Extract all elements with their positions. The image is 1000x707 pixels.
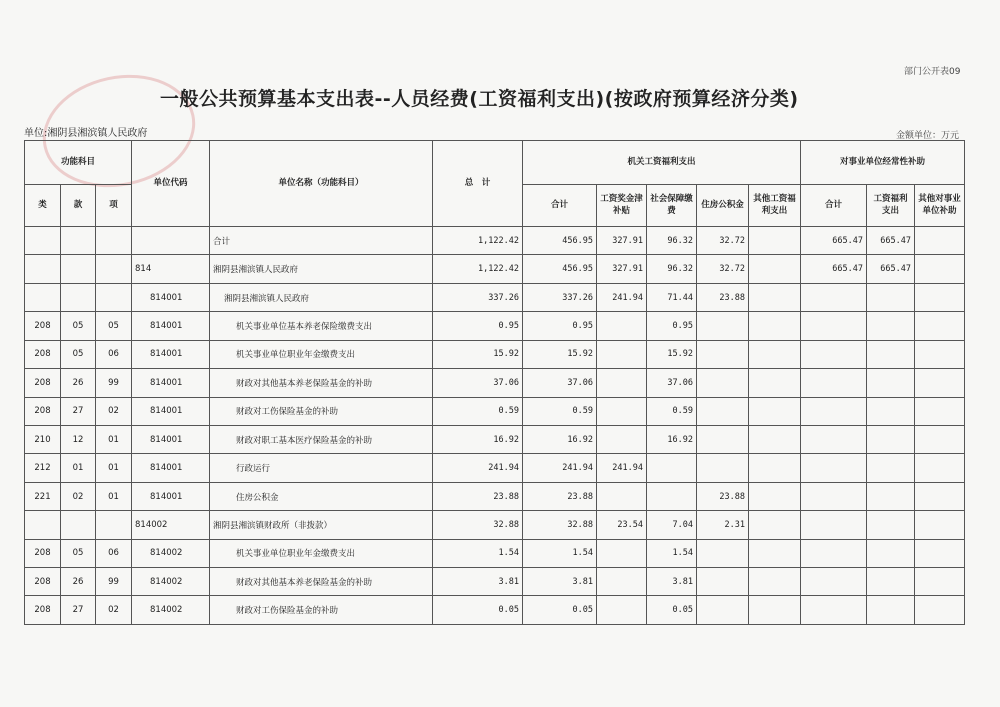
cell-kuan: 01 xyxy=(61,454,96,482)
cell-g1-housing xyxy=(697,397,749,425)
cell-g2-wage: 665.47 xyxy=(867,255,915,283)
cell-g1-other xyxy=(749,312,801,340)
amount-unit-label: 金额单位：万元 xyxy=(896,131,960,141)
cell-g1-wage: 23.54 xyxy=(597,511,647,539)
cell-g1-housing xyxy=(697,312,749,340)
table-row xyxy=(25,312,965,340)
cell-g1-other xyxy=(749,596,801,625)
cell-g1-other xyxy=(749,255,801,283)
cell-unit-code: 814002 xyxy=(132,596,210,625)
cell-xiang: 99 xyxy=(96,369,132,397)
cell-g2-other xyxy=(915,227,965,255)
cell-kuan xyxy=(61,283,96,311)
cell-total: 337.26 xyxy=(433,283,523,311)
cell-g2-other xyxy=(915,397,965,425)
cell-g1-social: 0.95 xyxy=(647,312,697,340)
form-number: 部门公开表09 xyxy=(904,67,961,77)
cell-g1-other xyxy=(749,454,801,482)
cell-g2-total xyxy=(801,397,867,425)
cell-g1-wage xyxy=(597,340,647,368)
cell-kuan: 02 xyxy=(61,482,96,510)
cell-unit-code: 814001 xyxy=(132,482,210,510)
cell-g2-other xyxy=(915,369,965,397)
cell-lei: 208 xyxy=(25,312,61,340)
cell-g1-housing xyxy=(697,369,749,397)
cell-g1-social: 37.06 xyxy=(647,369,697,397)
cell-unit-code: 814002 xyxy=(132,511,210,539)
cell-g2-wage xyxy=(867,482,915,510)
cell-kuan: 05 xyxy=(61,340,96,368)
cell-g1-social: 0.05 xyxy=(647,596,697,625)
cell-g1-wage xyxy=(597,312,647,340)
cell-g1-housing xyxy=(697,539,749,567)
cell-g2-other xyxy=(915,568,965,596)
cell-g2-wage xyxy=(867,425,915,453)
cell-total: 0.59 xyxy=(433,397,523,425)
header-lei: 类 xyxy=(25,185,61,227)
cell-lei: 208 xyxy=(25,568,61,596)
cell-g1-other xyxy=(749,227,801,255)
cell-total: 37.06 xyxy=(433,369,523,397)
cell-lei xyxy=(25,255,61,283)
cell-unit-name: 财政对工伤保险基金的补助 xyxy=(210,596,433,625)
cell-g2-wage xyxy=(867,283,915,311)
cell-lei xyxy=(25,511,61,539)
cell-unit-code: 814001 xyxy=(132,454,210,482)
header-g1-total: 合计 xyxy=(523,185,597,227)
cell-xiang: 99 xyxy=(96,568,132,596)
cell-total: 16.92 xyxy=(433,425,523,453)
table-row xyxy=(25,511,965,539)
cell-g1-wage xyxy=(597,482,647,510)
cell-g1-social: 96.32 xyxy=(647,227,697,255)
page-title: 一般公共预算基本支出表--人员经费(工资福利支出)(按政府预算经济分类) xyxy=(160,88,799,110)
table-row xyxy=(25,482,965,510)
cell-g1-housing: 23.88 xyxy=(697,482,749,510)
cell-xiang xyxy=(96,511,132,539)
cell-g2-other xyxy=(915,283,965,311)
cell-unit-code: 814002 xyxy=(132,539,210,567)
cell-unit-name: 湘阴县湘滨镇财政所（非拨款） xyxy=(210,511,433,539)
cell-unit-name: 湘阴县湘滨镇人民政府 xyxy=(210,283,433,311)
cell-g2-total xyxy=(801,511,867,539)
cell-g1-other xyxy=(749,369,801,397)
cell-g1-total: 0.05 xyxy=(523,596,597,625)
cell-total: 1,122.42 xyxy=(433,255,523,283)
cell-g2-other xyxy=(915,482,965,510)
cell-xiang xyxy=(96,283,132,311)
cell-g1-social: 0.59 xyxy=(647,397,697,425)
cell-unit-name: 合计 xyxy=(210,227,433,255)
cell-g1-housing: 2.31 xyxy=(697,511,749,539)
cell-total: 3.81 xyxy=(433,568,523,596)
cell-g1-social xyxy=(647,482,697,510)
cell-g2-other xyxy=(915,511,965,539)
header-g2-total: 合计 xyxy=(801,185,867,227)
cell-g1-wage xyxy=(597,369,647,397)
cell-unit-code: 814 xyxy=(132,255,210,283)
cell-g2-wage xyxy=(867,369,915,397)
cell-g1-social: 96.32 xyxy=(647,255,697,283)
cell-g1-wage xyxy=(597,539,647,567)
cell-kuan: 26 xyxy=(61,568,96,596)
cell-g2-wage xyxy=(867,340,915,368)
table-row xyxy=(25,340,965,368)
cell-unit-name: 湘阴县湘滨镇人民政府 xyxy=(210,255,433,283)
cell-unit-name: 财政对工伤保险基金的补助 xyxy=(210,397,433,425)
cell-g2-other xyxy=(915,539,965,567)
cell-g2-total: 665.47 xyxy=(801,227,867,255)
table-row xyxy=(25,568,965,596)
cell-lei: 212 xyxy=(25,454,61,482)
cell-total: 1,122.42 xyxy=(433,227,523,255)
cell-g2-other xyxy=(915,255,965,283)
cell-g1-housing xyxy=(697,596,749,625)
table-row xyxy=(25,539,965,567)
cell-unit-name: 机关事业单位基本养老保险缴费支出 xyxy=(210,312,433,340)
cell-unit-code: 814001 xyxy=(132,425,210,453)
cell-g1-social: 3.81 xyxy=(647,568,697,596)
cell-g1-wage xyxy=(597,397,647,425)
header-kuan: 款 xyxy=(61,185,96,227)
cell-g2-other xyxy=(915,596,965,625)
cell-unit-name: 行政运行 xyxy=(210,454,433,482)
cell-lei xyxy=(25,227,61,255)
cell-kuan: 05 xyxy=(61,312,96,340)
cell-g1-total: 1.54 xyxy=(523,539,597,567)
table-row xyxy=(25,255,965,283)
cell-g1-social: 71.44 xyxy=(647,283,697,311)
cell-unit-name: 财政对其他基本养老保险基金的补助 xyxy=(210,568,433,596)
header-xiang: 项 xyxy=(96,185,132,227)
cell-g2-other xyxy=(915,454,965,482)
cell-g1-other xyxy=(749,511,801,539)
cell-unit-name: 机关事业单位职业年金缴费支出 xyxy=(210,340,433,368)
cell-unit-name: 住房公积金 xyxy=(210,482,433,510)
cell-kuan: 05 xyxy=(61,539,96,567)
table-row xyxy=(25,227,965,255)
cell-kuan: 27 xyxy=(61,397,96,425)
cell-kuan xyxy=(61,255,96,283)
cell-g1-total: 32.88 xyxy=(523,511,597,539)
cell-g2-total xyxy=(801,539,867,567)
cell-g1-wage xyxy=(597,568,647,596)
cell-g2-total xyxy=(801,340,867,368)
cell-g1-total: 23.88 xyxy=(523,482,597,510)
cell-kuan: 12 xyxy=(61,425,96,453)
cell-total: 0.05 xyxy=(433,596,523,625)
header-g1-social: 社会保障缴费 xyxy=(647,185,697,227)
cell-xiang: 01 xyxy=(96,482,132,510)
cell-xiang: 06 xyxy=(96,340,132,368)
cell-g1-wage: 241.94 xyxy=(597,283,647,311)
cell-lei: 208 xyxy=(25,596,61,625)
budget-table xyxy=(24,140,964,625)
cell-g1-total: 241.94 xyxy=(523,454,597,482)
cell-g1-housing xyxy=(697,340,749,368)
cell-kuan xyxy=(61,511,96,539)
cell-g2-total xyxy=(801,568,867,596)
header-g1-housing: 住房公积金 xyxy=(697,185,749,227)
cell-g1-social: 1.54 xyxy=(647,539,697,567)
cell-g2-wage xyxy=(867,539,915,567)
cell-g1-other xyxy=(749,283,801,311)
cell-g1-other xyxy=(749,397,801,425)
cell-g2-other xyxy=(915,425,965,453)
cell-g1-social: 16.92 xyxy=(647,425,697,453)
cell-xiang xyxy=(96,227,132,255)
cell-lei: 208 xyxy=(25,340,61,368)
cell-g2-wage xyxy=(867,397,915,425)
cell-g1-total: 456.95 xyxy=(523,227,597,255)
cell-xiang: 01 xyxy=(96,425,132,453)
cell-g1-total: 37.06 xyxy=(523,369,597,397)
cell-kuan: 27 xyxy=(61,596,96,625)
cell-g2-wage xyxy=(867,596,915,625)
header-g1-wage: 工资奖金津补贴 xyxy=(597,185,647,227)
cell-g1-housing: 23.88 xyxy=(697,283,749,311)
cell-g2-wage xyxy=(867,568,915,596)
cell-g1-total: 0.59 xyxy=(523,397,597,425)
cell-total: 15.92 xyxy=(433,340,523,368)
cell-g1-other xyxy=(749,568,801,596)
cell-g2-total xyxy=(801,454,867,482)
cell-total: 23.88 xyxy=(433,482,523,510)
cell-g1-housing: 32.72 xyxy=(697,255,749,283)
cell-unit-name: 财政对其他基本养老保险基金的补助 xyxy=(210,369,433,397)
cell-unit-code: 814001 xyxy=(132,283,210,311)
table-row xyxy=(25,454,965,482)
cell-unit-code: 814001 xyxy=(132,312,210,340)
cell-xiang: 01 xyxy=(96,454,132,482)
cell-lei xyxy=(25,283,61,311)
cell-g1-wage: 241.94 xyxy=(597,454,647,482)
cell-lei: 208 xyxy=(25,539,61,567)
cell-lei: 208 xyxy=(25,397,61,425)
header-g2-other: 其他对事业单位补助 xyxy=(915,185,965,227)
cell-unit-code: 814001 xyxy=(132,397,210,425)
cell-kuan xyxy=(61,227,96,255)
cell-g1-total: 337.26 xyxy=(523,283,597,311)
cell-xiang: 02 xyxy=(96,397,132,425)
table-row xyxy=(25,425,965,453)
cell-unit-code: 814001 xyxy=(132,369,210,397)
cell-g2-total xyxy=(801,369,867,397)
header-func-subject: 功能科目 xyxy=(25,141,132,185)
header-group-institution-subsidy: 对事业单位经常性补助 xyxy=(801,141,965,185)
header-group-admin-wages: 机关工资福利支出 xyxy=(523,141,801,185)
table-row xyxy=(25,369,965,397)
cell-g1-social: 7.04 xyxy=(647,511,697,539)
cell-g1-housing xyxy=(697,568,749,596)
cell-g1-housing: 32.72 xyxy=(697,227,749,255)
cell-g2-wage xyxy=(867,511,915,539)
cell-unit-code: 814001 xyxy=(132,340,210,368)
unit-label: 单位:湘阴县湘滨镇人民政府 xyxy=(24,128,148,139)
cell-g2-wage xyxy=(867,454,915,482)
cell-g2-total xyxy=(801,596,867,625)
cell-g1-social xyxy=(647,454,697,482)
cell-unit-name: 财政对职工基本医疗保险基金的补助 xyxy=(210,425,433,453)
cell-unit-name: 机关事业单位职业年金缴费支出 xyxy=(210,539,433,567)
cell-total: 241.94 xyxy=(433,454,523,482)
cell-xiang: 02 xyxy=(96,596,132,625)
table-row xyxy=(25,397,965,425)
cell-g1-housing xyxy=(697,425,749,453)
header-g1-other: 其他工资福利支出 xyxy=(749,185,801,227)
cell-xiang xyxy=(96,255,132,283)
cell-total: 32.88 xyxy=(433,511,523,539)
cell-unit-code: 814002 xyxy=(132,568,210,596)
cell-xiang: 06 xyxy=(96,539,132,567)
header-unit-name: 单位名称（功能科目） xyxy=(210,141,433,227)
cell-total: 1.54 xyxy=(433,539,523,567)
cell-g2-total xyxy=(801,283,867,311)
cell-g2-total: 665.47 xyxy=(801,255,867,283)
cell-g1-other xyxy=(749,340,801,368)
cell-g1-total: 15.92 xyxy=(523,340,597,368)
cell-unit-code xyxy=(132,227,210,255)
cell-g1-other xyxy=(749,425,801,453)
header-g2-wage: 工资福利支出 xyxy=(867,185,915,227)
cell-g2-total xyxy=(801,312,867,340)
cell-lei: 208 xyxy=(25,369,61,397)
cell-kuan: 26 xyxy=(61,369,96,397)
table-row xyxy=(25,596,965,625)
header-unit-code: 单位代码 xyxy=(132,141,210,227)
cell-g1-other xyxy=(749,539,801,567)
cell-g1-wage xyxy=(597,596,647,625)
header-total: 总 计 xyxy=(433,141,523,227)
cell-lei: 210 xyxy=(25,425,61,453)
cell-xiang: 05 xyxy=(96,312,132,340)
cell-g1-wage: 327.91 xyxy=(597,227,647,255)
cell-g1-total: 3.81 xyxy=(523,568,597,596)
cell-g1-wage: 327.91 xyxy=(597,255,647,283)
cell-g2-other xyxy=(915,340,965,368)
cell-g1-total: 456.95 xyxy=(523,255,597,283)
cell-lei: 221 xyxy=(25,482,61,510)
cell-g2-wage: 665.47 xyxy=(867,227,915,255)
cell-g1-total: 0.95 xyxy=(523,312,597,340)
cell-g2-other xyxy=(915,312,965,340)
cell-g2-total xyxy=(801,425,867,453)
cell-g1-other xyxy=(749,482,801,510)
cell-total: 0.95 xyxy=(433,312,523,340)
cell-g1-wage xyxy=(597,425,647,453)
cell-g1-total: 16.92 xyxy=(523,425,597,453)
cell-g1-housing xyxy=(697,454,749,482)
cell-g2-wage xyxy=(867,312,915,340)
cell-g2-total xyxy=(801,482,867,510)
table-row xyxy=(25,283,965,311)
cell-g1-social: 15.92 xyxy=(647,340,697,368)
